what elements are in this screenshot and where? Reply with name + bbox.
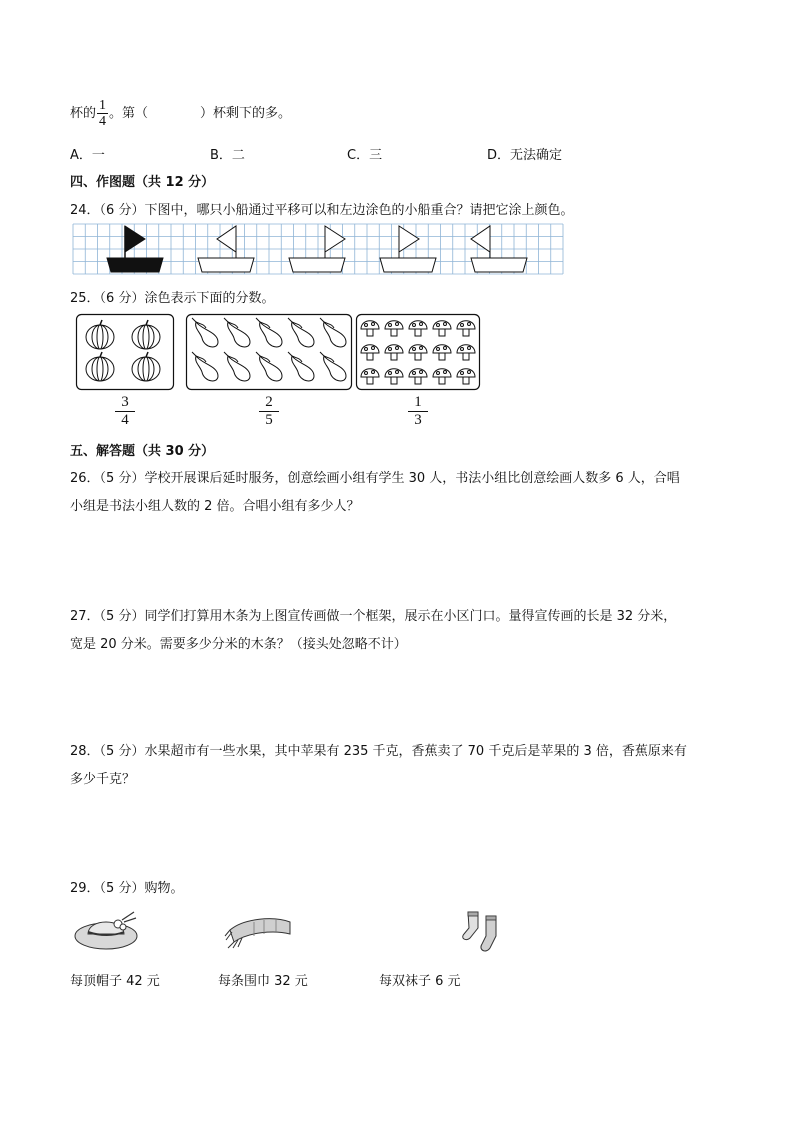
- q23-line: [70, 98, 291, 129]
- fraction-denominator: 5: [265, 412, 273, 428]
- fraction-denominator: 4: [121, 412, 129, 428]
- q27-line2: 宽是 20 分米。需要多少分米的木条？（接头处忽略不计）: [70, 637, 407, 652]
- q28-line2: 多少千克？: [70, 772, 136, 787]
- q23-frac-den: 4: [99, 114, 107, 129]
- boat-grid: [73, 224, 563, 274]
- q23-option-d[interactable]: D．无法确定: [487, 148, 563, 163]
- socks-icon: [460, 908, 512, 954]
- mushroom-box: [356, 314, 480, 390]
- fraction-denominator: 3: [414, 412, 422, 428]
- fraction-numerator: 2: [259, 394, 279, 412]
- q23-option-b[interactable]: B．二: [210, 148, 245, 163]
- q26-line2: 小组是书法小组人数的 2 倍。合唱小组有多少人？: [70, 499, 360, 514]
- fraction-numerator: 3: [115, 394, 135, 412]
- q29-text: 29．（5 分）购物。: [70, 881, 184, 896]
- pumpkin-box: [76, 314, 174, 390]
- scarf-price: 每条围巾 32 元: [218, 974, 308, 989]
- q23-frac-num: 1: [99, 98, 107, 113]
- q23-option-a[interactable]: A．一: [70, 148, 105, 163]
- q25-text: 25．（6 分）涂色表示下面的分数。: [70, 291, 275, 306]
- fraction-numerator: 1: [408, 394, 428, 412]
- q23-option-c[interactable]: C．三: [347, 148, 383, 163]
- q27-line1: 27．（5 分）同学们打算用木条为上图宣传画做一个框架，展示在小区门口。量得宣传画的长是 32 分米，: [70, 609, 677, 624]
- q23-fraction: [97, 98, 108, 129]
- hat-price: 每顶帽子 42 元: [70, 974, 160, 989]
- q26-line1: 26．（5 分）学校开展课后延时服务，创意绘画小组有学生 30 人，书法小组比创意绘画人数多 6 人，合唱: [70, 471, 680, 486]
- q24-text: 24．（6 分）下图中，哪只小船通过平移可以和左边涂色的小船重合？请把它涂上颜色。: [70, 203, 574, 218]
- section5-title: 五、解答题（共 30 分）: [70, 444, 215, 459]
- section4-title: 四、作图题（共 12 分）: [70, 175, 215, 190]
- fraction-3-4: [115, 394, 135, 429]
- scarf-icon: [224, 910, 296, 950]
- q23-suffix: 。第（ ）杯剩下的多。: [109, 106, 292, 121]
- hat-icon: [74, 908, 140, 952]
- eggplant-box: [186, 314, 352, 390]
- q23-prefix: 杯的: [70, 106, 97, 121]
- q28-line1: 28．（5 分）水果超市有一些水果，其中苹果有 235 千克，香蕉卖了 70 千克后是苹果的 3 倍，香蕉原来有: [70, 744, 687, 759]
- fraction-1-3: [408, 394, 428, 429]
- socks-price: 每双袜子 6 元: [379, 974, 461, 989]
- fraction-2-5: [259, 394, 279, 429]
